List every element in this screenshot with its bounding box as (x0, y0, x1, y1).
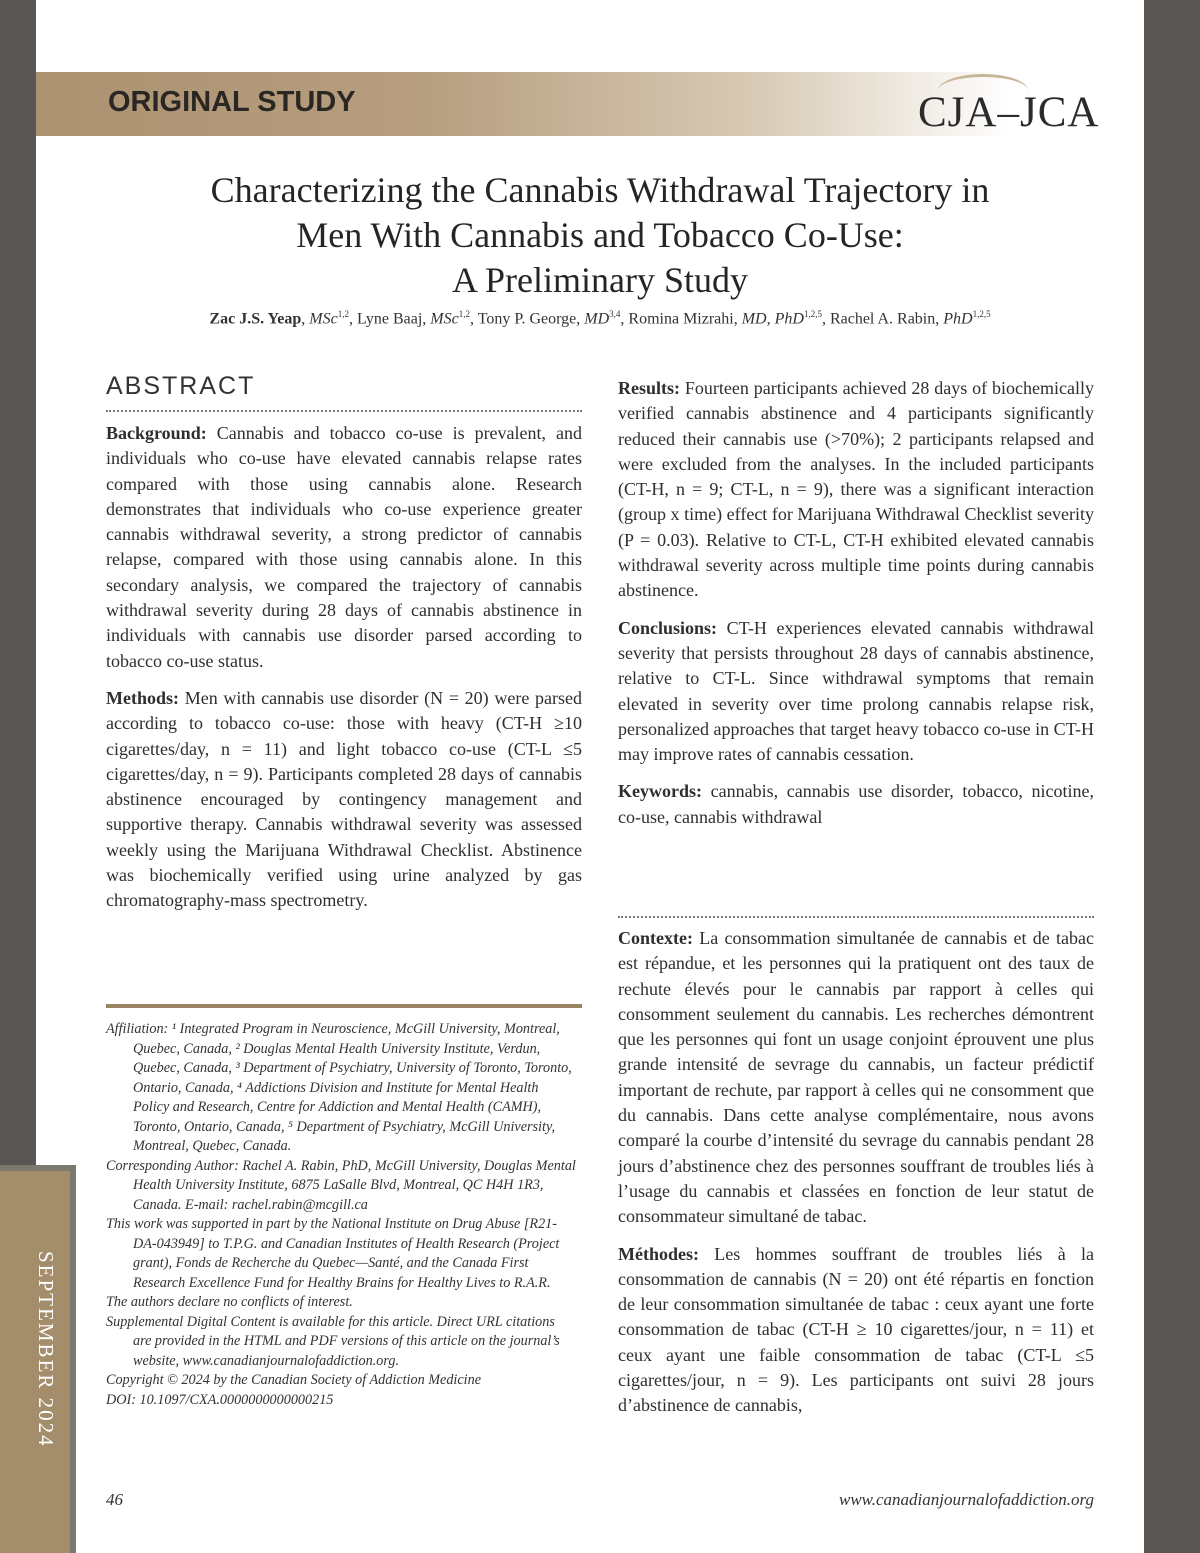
keywords-paragraph (618, 779, 1094, 830)
results-text: Fourteen participants achieved 28 days of biochemically verified cannabis abstinence and 4 participants significantly reduced their cannabis use (>70%); 2 participants relapsed and were excluded from the analyses. In the included participants (CT-H, n = 9; CT-L, n = 9), there was a significant interaction (group x time) effect for Marijuana Withdrawal Checklist severity (P = 0.03). Relative to CT-L, CT-H exhibited elevated cannabis withdrawal severity across multiple time points during cannabis abstinence. (618, 378, 1094, 601)
background-text: Cannabis and tobacco co-use is prevalent, and individuals who co-use have elevated cannabis relapse rates compared with those using cannabis alone. Research demonstrates that individuals who co-use experience greater cannabis withdrawal severity, a strong predictor of cannabis relapse, compared with those using cannabis alone. In this secondary analysis, we compared the trajectory of cannabis withdrawal severity during 28 days of cannabis abstinence in individuals with cannabis use disorder parsed according to tobacco co-use status. (106, 423, 583, 671)
author-name: Zac J.S. Yeap (209, 310, 302, 328)
author-affil: 1,2,5 (803, 309, 822, 319)
methods-label: Methods: (106, 687, 179, 708)
contexte-label: Contexte: (618, 928, 693, 948)
supplemental-text: Supplemental Digital Content is available for this article. Direct URL citations are provided in the HTML and PDF versions of this article on the journal’s website, www.canadianjournalofaddiction.org. (106, 1313, 560, 1369)
conflicts-text: The authors declare no conflicts of interest. (106, 1294, 353, 1310)
issue-date: SEPTEMBER 2024 (34, 1251, 58, 1448)
author-name: Lyne Baaj (356, 310, 423, 328)
affiliation-text: Affiliation: ¹ Integrated Program in Neuroscience, McGill University, Montreal, Quebec, Canada, ² Douglas Mental Health University Institute, Verdun, Quebec, Canada, ³ Department of Psychiatry, University of Toronto, Toronto, Ontario, Canada, ⁴ Addictions Division and Institute for Mental Health Policy and Research, Centre for Addiction and Mental Health (CAMH), Toronto, Ontario, Canada, ⁵ Department of Psychiatry, McGill University, Montreal, Quebec, Canada. (106, 1021, 572, 1154)
methodes-paragraph (618, 1242, 1094, 1419)
title-line-3: A Preliminary Study (452, 260, 748, 300)
results-paragraph (618, 376, 1094, 604)
methods-paragraph (106, 686, 582, 914)
author-list: Zac J.S. Yeap, MSc$^{1,2}$, Lyne Baaj, MSc$^{1,2}$, Tony P. George, MD$^{3,4}$, Romina Mizrahi, MD, PhD$^{1,2,5}$, Rachel A. Rabin, PhD$^{1,2,5}$ (209, 309, 991, 328)
abstract-heading: ABSTRACT (106, 372, 256, 400)
author-name: Romina Mizrahi (628, 310, 734, 328)
resume-column (618, 926, 1094, 1431)
conclusions-paragraph (618, 616, 1094, 768)
author-degree: MSc (430, 310, 459, 328)
author-name: Tony P. George (477, 310, 577, 328)
corresponding-author: Corresponding Author: Rachel A. Rabin, PhD, McGill University, Douglas Mental Health University Institute, 6875 LaSalle Blvd, Montreal, QC H4H 1R3, Canada. E-mail: rachel.rabin@mcgill.ca (106, 1157, 576, 1213)
background-paragraph (106, 421, 582, 674)
author-affil: 1,2 (337, 309, 349, 319)
copyright-text: Copyright © 2024 by the Canadian Society of Addiction Medicine (106, 1372, 481, 1388)
title-line-1: Characterizing the Cannabis Withdrawal Trajectory in (210, 170, 990, 210)
author-affil: 3,4 (609, 309, 621, 319)
contexte-text: La consommation simultanée de cannabis et de tabac est répandue, et les personnes qui la pratiquent ont des taux de rechute élevés pour le cannabis par rapport à celles qui consomment seulement du cannabis. Les recherches démontrent que les personnes qui font un usage conjoint éprouvent une plus grande intensité de sevrage du cannabis, un facteur prédictif important de rechute, par rapport à celles qui ne consomment que du cannabis. Dans cette analyse complémentaire, nous avons comparé la courbe d’intensité du sevrage du cannabis pendant 28 jours d’abstinence chez des personnes souffrant de troubles liés à l’usage du cannabis et classées en fonction de leur statut de consommateur simultané de tabac. (618, 928, 1095, 1227)
conclusions-text: CT-H experiences elevated cannabis withdrawal severity that persists throughout 28 days of cannabis abstinence, relative to CT-L. Since withdrawal symptoms that remain elevated in severity over time prolong cannabis relapse risk, personalized approaches that target heavy tobacco co-use in CT-H may improve rates of cannabis cessation. (618, 617, 1095, 765)
journal-logo: CJA–JCA (918, 89, 1100, 136)
author-affil: 1,2 (458, 309, 470, 319)
results-label: Results: (618, 378, 680, 398)
section-label: ORIGINAL STUDY (108, 86, 356, 118)
gold-divider (106, 1004, 582, 1008)
author-degree: MD, PhD (741, 310, 804, 328)
author-degree: PhD (943, 310, 973, 328)
dotted-divider (618, 916, 1094, 918)
affiliation-block (106, 1020, 576, 1410)
abstract-right-column (618, 376, 1094, 842)
methodes-text: Les hommes souffrant de troubles liés à la consommation de cannabis (N = 20) ont été répartis en fonction de leur consommation simultanée de tabac : ceux ayant une forte consommation de tabac (CT-H ≥ 10 cigarettes/jour, n = 11) et ceux ayant une faible consommation de tabac (CT-L ≤5 cigarettes/jour, n = 9). Les participants ont suivi 28 jours d’abstinence de cannabis, (618, 1243, 1095, 1416)
doi-text: DOI: 10.1097/CXA.0000000000000215 (106, 1391, 334, 1408)
methodes-label: Méthodes: (618, 1243, 699, 1264)
background-label: Background: (106, 423, 207, 443)
right-margin-bar (1144, 0, 1200, 1553)
funding-text: This work was supported in part by the National Institute on Drug Abuse [R21-DA-043949] to T.P.G. and Canadian Institutes of Health Research (Project grant), Fonds de Recherche du Quebec—Santé, and the Canada First Research Excellence Fund for Healthy Brains for Healthy Lives to R.A.R. (106, 1216, 560, 1291)
journal-website-link[interactable]: www.canadianjournalofaddiction.org (838, 1490, 1094, 1509)
title-line-2: Men With Cannabis and Tobacco Co-Use: (296, 215, 904, 255)
author-degree: MSc (309, 310, 338, 328)
author-name: Rachel A. Rabin (829, 310, 936, 328)
keywords-text: cannabis, cannabis use disorder, tobacco, nicotine, co-use, cannabis withdrawal (618, 781, 1094, 827)
issue-date-tab (0, 1165, 76, 1553)
methods-text: Men with cannabis use disorder (N = 20) were parsed according to tobacco co-use: those with heavy (CT-H ≥10 cigarettes/day, n = 11) and light tobacco co-use (CT-L ≤5 cigarettes/day, n = 9). Participants completed 28 days of cannabis abstinence encouraged by contingency management and supportive therapy. Cannabis withdrawal severity was assessed weekly using the Marijuana Withdrawal Checklist. Abstinence was biochemically verified using urine analyzed by gas chromatography-mass spectrometry. (106, 687, 582, 911)
article-title (90, 168, 1110, 303)
author-affil: 1,2,5 (972, 309, 991, 319)
dotted-divider (106, 410, 582, 412)
author-degree: MD (584, 310, 610, 328)
contexte-paragraph (618, 926, 1094, 1230)
conclusions-label: Conclusions: (618, 617, 718, 638)
page-number: 46 (106, 1490, 123, 1509)
keywords-label: Keywords: (618, 781, 702, 802)
abstract-left-column (106, 421, 582, 926)
